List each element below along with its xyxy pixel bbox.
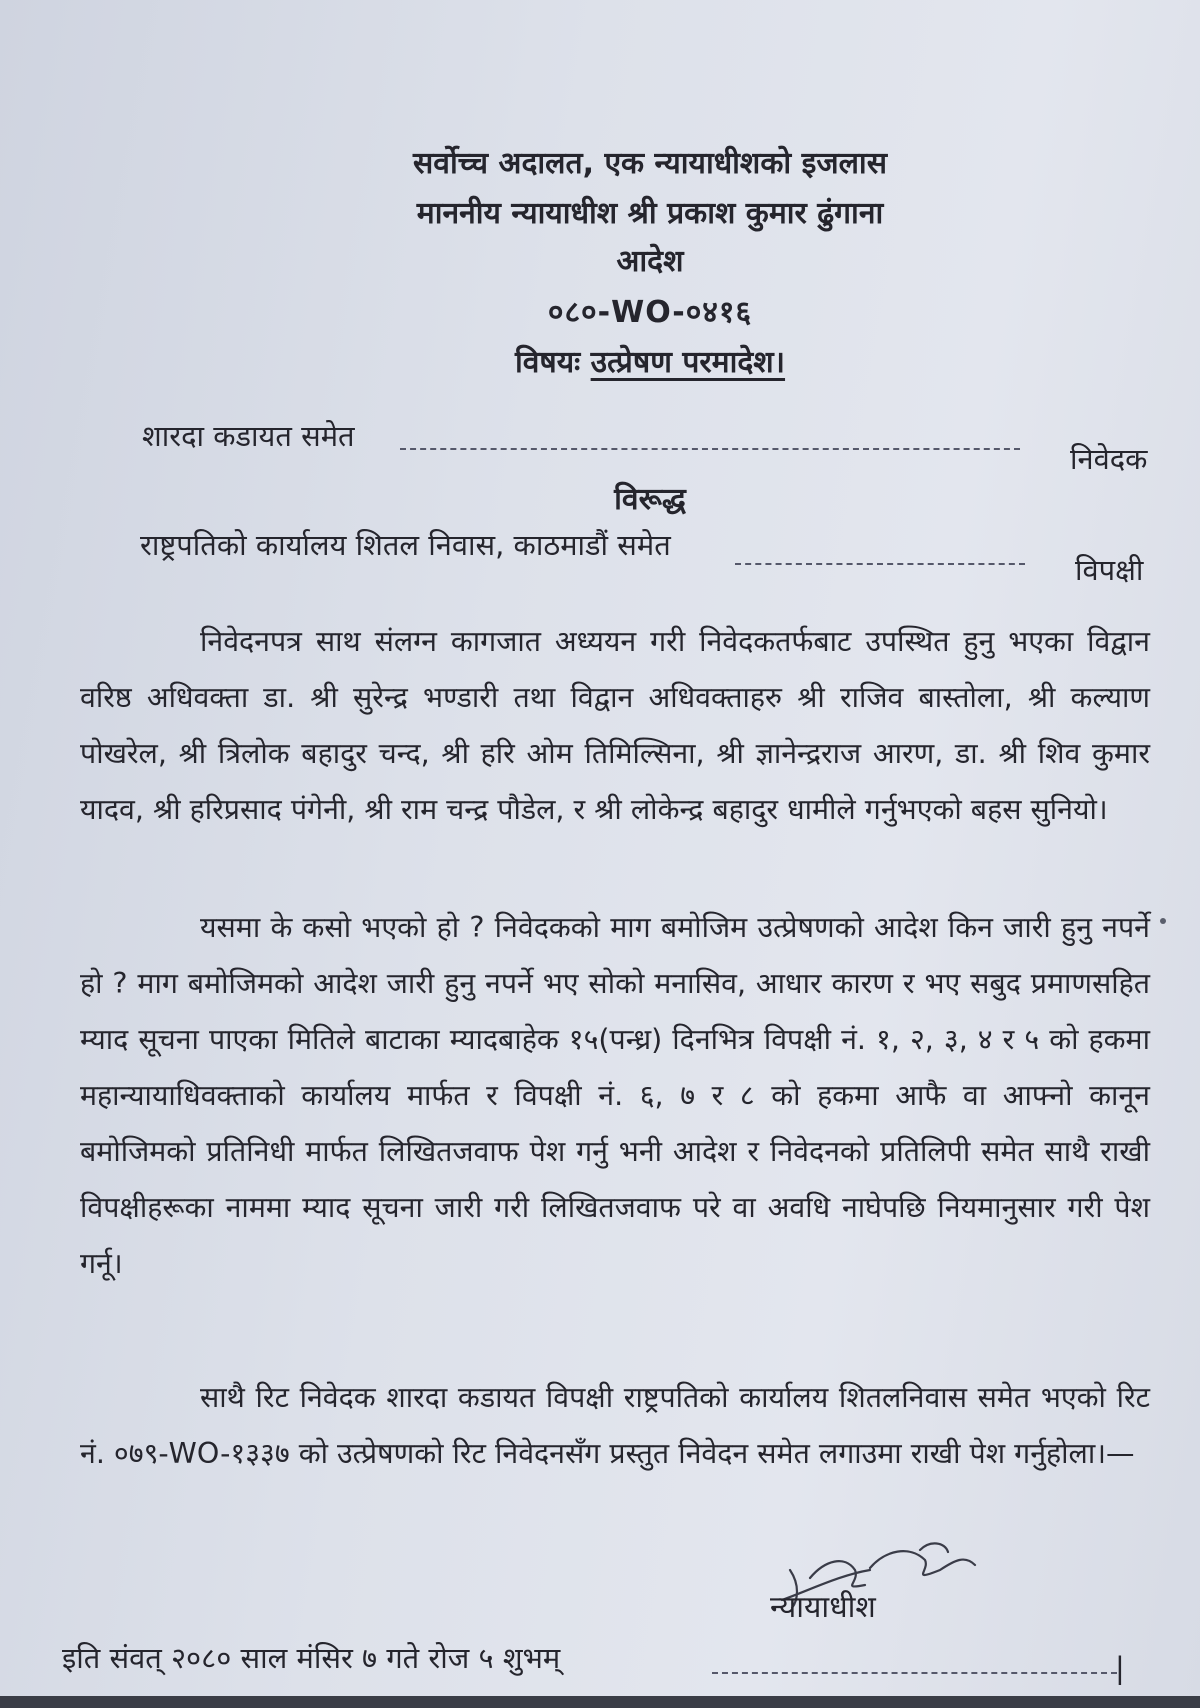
petitioner-role: निवेदक: [1070, 442, 1148, 476]
margin-dot: [1160, 918, 1166, 924]
subject-value: उत्प्रेषण परमादेश।: [590, 345, 786, 380]
paragraph-order: यसमा के कसो भएको हो ? निवेदकको माग बमोजिम उत्प्रेषणको आदेश किन जारी हुनु नपर्ने हो ? माग बमोजिमको आदेश जारी हुनु नपर्ने भए सोको मनासिव, आधार कारण र भए सबुद प्रमाणसहित म्याद सूचना पाएका मितिले बाटाका म्यादबाहेक १५(पन्ध्र) दिनभित्र विपक्षी नं. १, २, ३, ४ र ५ को हकमा महान्यायाधिवक्ताको कार्यालय मार्फत र विपक्षी नं. ६, ७ र ८ को हकमा आफै वा आफ्नो कानून बमोजिमको प्रतिनिधी मार्फत लिखितजवाफ पेश गर्नु भनी आदेश र निवेदनको प्रतिलिपी समेत साथै राखी विपक्षीहरूका नाममा म्याद सूचना जारी गरी लिखितजवाफ परे वा अवधि नाघेपछि नियमानुसार गरी पेश गर्नू।: [80, 911, 1150, 1280]
respondent-leader-dots: [735, 563, 1025, 565]
table-edge: [0, 1696, 1200, 1708]
signature-title: न्यायाधीश: [770, 1590, 876, 1625]
date-leader-dots: [712, 1672, 1117, 1674]
date-end-bar: |: [1115, 1651, 1125, 1685]
versus-label: विरूद्ध: [614, 482, 686, 517]
order-title: आदेश: [616, 244, 684, 279]
subject-label: विषयः: [514, 345, 581, 380]
date-line: इति संवत् २०८० साल मंसिर ७ गते रोज ५ शुभम्: [62, 1641, 561, 1675]
petitioner-name: शारदा कडायत समेत: [142, 419, 355, 453]
paragraph-hearing: निवेदनपत्र साथ संलग्न कागजात अध्ययन गरी निवेदकतर्फबाट उपस्थित हुनु भएका विद्वान वरिष्ठ अधिवक्ता डा. श्री सुरेन्द्र भण्डारी तथा विद्वान अधिवक्ताहरु श्री राजिव बास्तोला, श्री कल्याण पोखरेल, श्री त्रिलोक बहादुर चन्द, श्री हरि ओम तिमिल्सिना, श्री ज्ञानेन्द्रराज आरण, डा. श्री शिव कुमार यादव, श्री हरिप्रसाद पंगेनी, श्री राम चन्द्र पौडेल, र श्री लोकेन्द्र बहादुर धामीले गर्नुभएको बहस सुनियो।: [80, 625, 1150, 826]
paragraph-attachment: साथै रिट निवेदक शारदा कडायत विपक्षी राष्ट्रपतिको कार्यालय शितलनिवास समेत भएको रिट नं. ०७९-WO-१३३७ को उत्प्रेषणको रिट निवेदनसँग प्रस्तुत निवेदन समेत लगाउमा राखी पेश गर्नुहोला।—: [80, 1381, 1150, 1470]
petitioner-leader-dots: [400, 448, 1020, 450]
case-number: ०८०-WO-०४१६: [547, 295, 753, 330]
court-heading: सर्वोच्च अदालत, एक न्यायाधीशको इजलास: [413, 146, 887, 181]
subject-line: [0, 345, 1200, 381]
judge-name: माननीय न्यायाधीश श्री प्रकाश कुमार ढुंगाना: [416, 196, 884, 231]
respondent-name: राष्ट्रपतिको कार्यालय शितल निवास, काठमाडौं समेत: [140, 528, 671, 562]
respondent-role: विपक्षी: [1075, 553, 1144, 587]
